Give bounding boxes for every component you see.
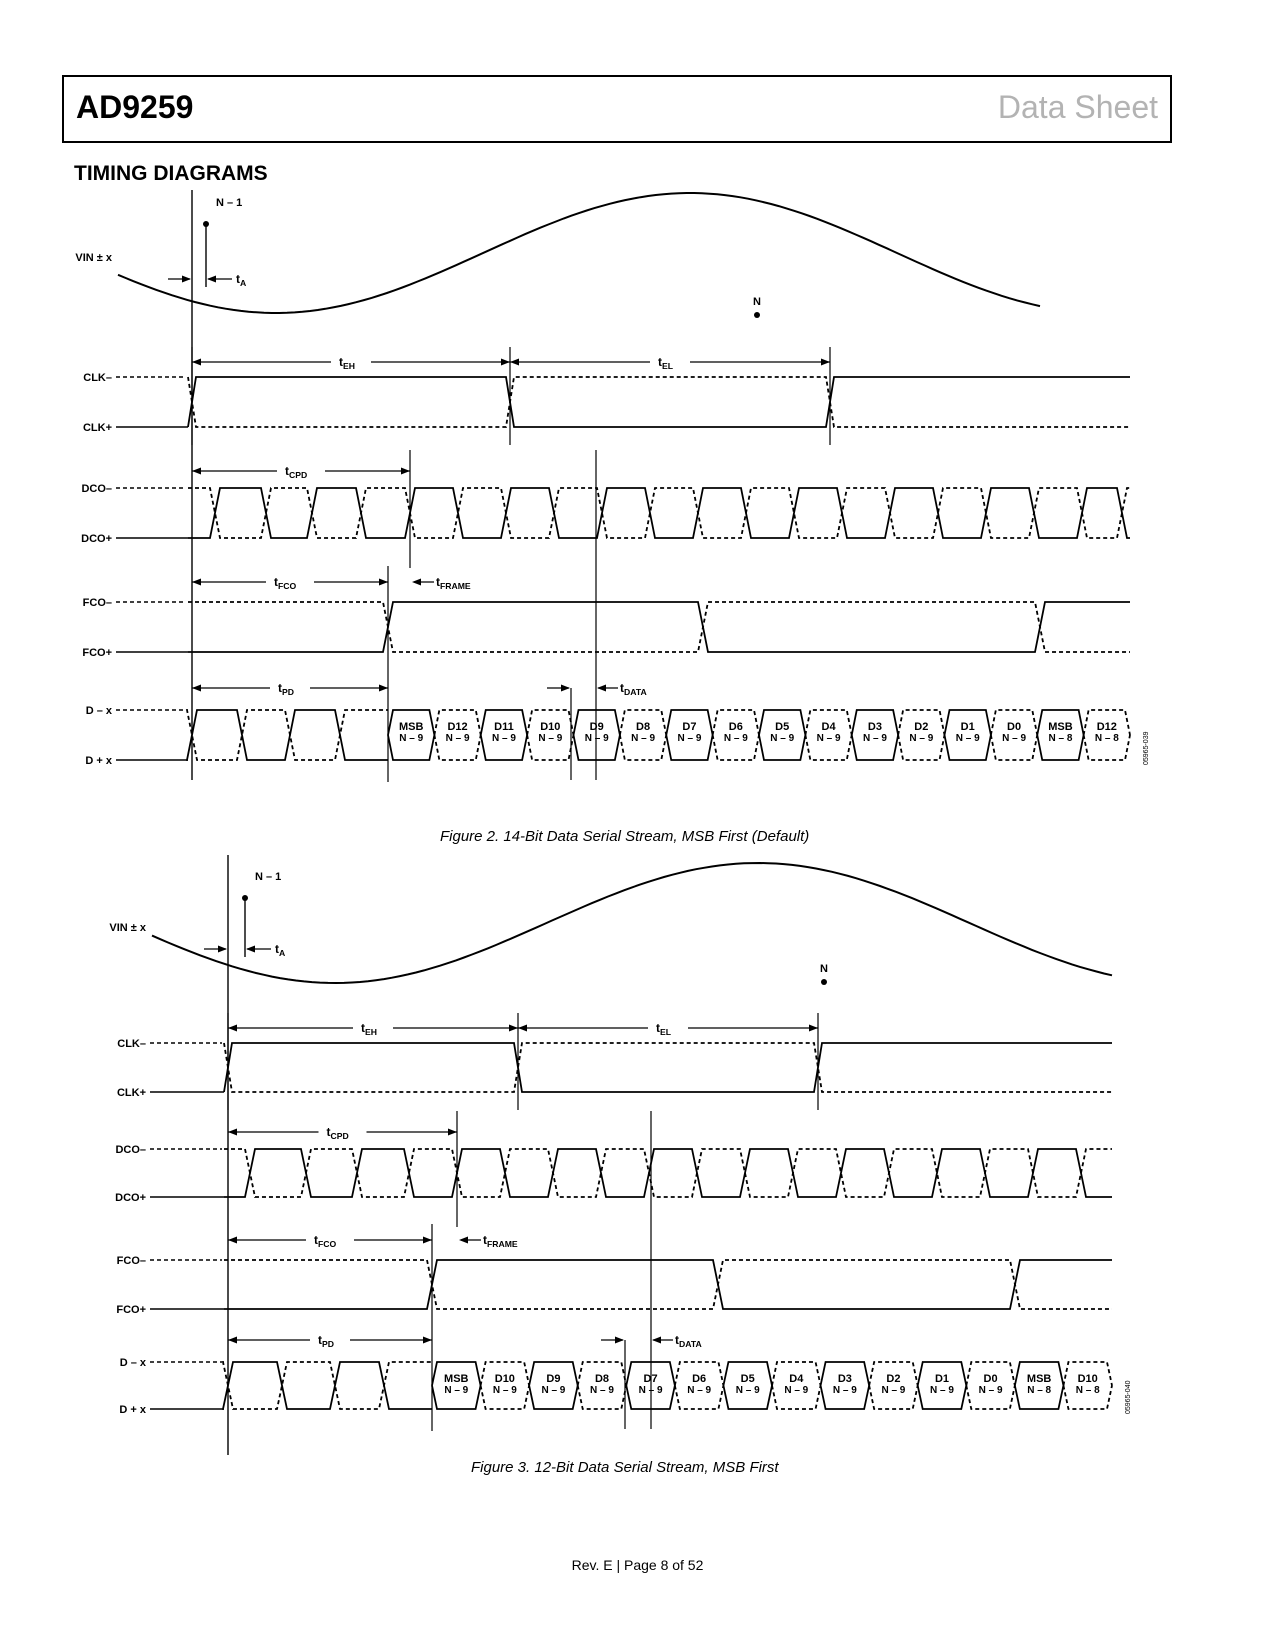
timing-diagram-figure-2	[0, 190, 1275, 825]
data-bit-label: D10	[540, 721, 561, 733]
arrow-head	[501, 359, 510, 366]
timing-label-tdata: $t_{DATA}$	[675, 1333, 702, 1349]
data-bit-sample: N – 9	[881, 1385, 906, 1396]
figure-3-caption: Figure 3. 12-Bit Data Serial Stream, MSB First	[471, 1459, 779, 1476]
signal-label: DCO–	[81, 483, 112, 495]
sample-label: N – 1	[216, 197, 243, 209]
sample-label: N	[820, 963, 828, 975]
signal-label: FCO–	[82, 597, 112, 609]
signal-label: FCO+	[82, 647, 112, 659]
data-bit-label: D1	[960, 721, 975, 733]
signal-label: D + x	[85, 755, 112, 767]
timing-label-teh: $t_{EH}$	[339, 355, 355, 371]
data-bit-label: D10	[494, 1373, 515, 1385]
figure-code: 05965-039	[1143, 731, 1150, 765]
arrow-head	[246, 946, 255, 953]
data-bit-sample: N – 9	[631, 733, 656, 744]
signal-label: D – x	[119, 1357, 146, 1369]
arrow-head	[218, 946, 227, 953]
data-bit-label: D1	[934, 1373, 950, 1385]
arrow-head	[509, 1025, 518, 1032]
data-bit-label: D5	[775, 721, 790, 733]
signal-label: DCO–	[115, 1144, 146, 1156]
data-bit-sample: N – 9	[590, 1385, 614, 1396]
data-bit-label: D7	[682, 721, 697, 733]
data-bit-label: D2	[914, 721, 929, 733]
data-bit-sample: N – 9	[491, 733, 516, 744]
signal-complement	[188, 377, 1130, 427]
data-bit-sample: N – 8	[1048, 733, 1073, 744]
arrow-head	[192, 579, 201, 586]
arrow-head	[228, 1237, 237, 1244]
arrow-head	[448, 1129, 457, 1136]
signal-label: FCO–	[116, 1255, 146, 1267]
data-bit-sample: N – 9	[541, 1385, 566, 1396]
data-bit-sample: N – 9	[444, 1385, 469, 1396]
data-bit-label: D6	[728, 721, 743, 733]
arrow-head	[228, 1129, 237, 1136]
data-bit-label: D3	[867, 721, 882, 733]
arrow-head	[510, 359, 519, 366]
figure-2-caption: Figure 2. 14-Bit Data Serial Stream, MSB First (Default)	[440, 828, 810, 845]
sample-point	[754, 312, 760, 318]
arrow-head	[459, 1237, 468, 1244]
data-bit-label: D9	[546, 1373, 561, 1385]
signal-label: CLK–	[83, 372, 112, 384]
data-bit-sample: N – 9	[978, 1385, 1003, 1396]
data-bit-sample: N – 9	[784, 1385, 809, 1396]
data-bit-sample: N – 9	[930, 1385, 954, 1396]
arrow-head	[652, 1337, 661, 1344]
timing-label-tcpd: $t_{CPD}$	[285, 464, 308, 480]
timing-label-tpd: $t_{PD}$	[318, 1333, 334, 1349]
arrow-head	[401, 468, 410, 475]
data-bit-label: MSB	[1048, 721, 1073, 733]
signal-complement	[224, 1260, 1112, 1309]
arrow-head	[182, 276, 191, 283]
arrow-head	[615, 1337, 624, 1344]
data-bit-sample: N – 8	[1094, 733, 1119, 744]
data-bit-sample: N – 9	[584, 733, 609, 744]
data-bit-sample: N – 9	[723, 733, 748, 744]
document-type: Data Sheet	[997, 89, 1158, 125]
timing-label-tfco: $t_{FCO}$	[314, 1233, 337, 1249]
data-bit-label: D4	[821, 721, 836, 733]
data-bit-label: D12	[447, 721, 468, 733]
arrow-head	[561, 685, 570, 692]
data-bit-label: D12	[1096, 721, 1117, 733]
data-bit-sample: N – 9	[399, 733, 424, 744]
signal-solid	[224, 1149, 1112, 1197]
timing-label-tpd: $t_{PD}$	[278, 681, 294, 697]
timing-label-ta: $t_A$	[236, 272, 247, 288]
data-bit-label: D11	[494, 721, 514, 733]
signal-solid	[188, 602, 1130, 652]
data-bit-sample: N – 9	[770, 733, 795, 744]
data-bit-sample: N – 9	[638, 1385, 663, 1396]
data-bit-sample: N – 8	[1075, 1385, 1100, 1396]
part-number: AD9259	[76, 89, 194, 125]
signal-label: DCO+	[81, 533, 112, 545]
signal-label: VIN ± x	[109, 922, 146, 934]
arrow-head	[821, 359, 830, 366]
vin-analog-waveform	[152, 863, 1112, 983]
page-header	[62, 75, 1172, 143]
signal-solid	[224, 1260, 1112, 1309]
timing-label-tel: $t_{EL}$	[658, 355, 674, 371]
data-bit-sample: N – 9	[909, 733, 934, 744]
data-bit-sample: N – 9	[955, 733, 980, 744]
signal-complement	[188, 602, 1130, 652]
signal-complement	[187, 710, 388, 760]
arrow-head	[597, 685, 606, 692]
data-bit-sample: N – 9	[735, 1385, 760, 1396]
arrow-head	[379, 685, 388, 692]
arrow-head	[518, 1025, 527, 1032]
timing-label-tel: $t_{EL}$	[656, 1021, 672, 1037]
data-bit-sample: N – 9	[832, 1385, 857, 1396]
arrow-head	[228, 1337, 237, 1344]
data-bit-label: D4	[789, 1373, 804, 1385]
page-footer: Rev. E | Page 8 of 52	[571, 1557, 704, 1573]
arrow-head	[423, 1237, 432, 1244]
data-bit-label: MSB	[444, 1373, 469, 1385]
data-bit-label: D6	[692, 1373, 707, 1385]
signal-complement	[224, 1043, 1112, 1092]
data-bit-label: D8	[594, 1373, 610, 1385]
signal-solid	[223, 1362, 432, 1409]
data-bit-label: D2	[886, 1373, 901, 1385]
timing-label-ta: $t_A$	[275, 942, 286, 958]
data-bit-sample: N – 9	[538, 733, 563, 744]
data-bit-sample: N – 9	[677, 733, 702, 744]
vin-analog-waveform	[118, 193, 1040, 313]
signal-label: CLK+	[82, 422, 112, 434]
timing-label-tframe: $t_{FRAME}$	[436, 575, 471, 591]
timing-label-tcpd: $t_{CPD}$	[326, 1125, 349, 1141]
signal-complement	[223, 1362, 432, 1409]
data-bit-label: MSB	[398, 721, 424, 733]
timing-label-tframe: $t_{FRAME}$	[483, 1233, 518, 1249]
data-bit-sample: N – 9	[445, 733, 470, 744]
timing-label-teh: $t_{EH}$	[361, 1021, 377, 1037]
arrow-head	[192, 468, 201, 475]
timing-diagram-figure-3	[0, 855, 1275, 1465]
data-bit-label: D0	[1007, 721, 1022, 733]
sample-label: N	[753, 296, 761, 308]
data-bit-sample: N – 9	[862, 733, 887, 744]
signal-label: VIN ± x	[75, 252, 112, 264]
sample-point	[821, 979, 827, 985]
timing-label-tdata: $t_{DATA}$	[620, 681, 647, 697]
section-title: TIMING DIAGRAMS	[74, 162, 268, 185]
data-bit-label: MSB	[1026, 1373, 1052, 1385]
signal-label: D + x	[119, 1404, 146, 1416]
arrow-head	[412, 579, 421, 586]
data-bit-sample: N – 8	[1027, 1385, 1052, 1396]
data-bit-label: D5	[740, 1373, 755, 1385]
signal-label: CLK–	[117, 1038, 146, 1050]
data-bit-label: D10	[1077, 1373, 1098, 1385]
data-bit-sample: N – 9	[492, 1385, 517, 1396]
data-bit-label: D7	[643, 1373, 658, 1385]
signal-solid	[188, 377, 1130, 427]
arrow-head	[192, 685, 201, 692]
data-bit-label: D9	[589, 721, 604, 733]
data-bit-sample: N – 9	[687, 1385, 712, 1396]
data-bit-sample: N – 9	[1002, 733, 1027, 744]
signal-solid	[187, 710, 388, 760]
arrow-head	[228, 1025, 237, 1032]
data-bit-label: D0	[983, 1373, 998, 1385]
signal-solid	[224, 1043, 1112, 1092]
signal-label: FCO+	[116, 1304, 146, 1316]
data-bit-sample: N – 9	[816, 733, 841, 744]
arrow-head	[809, 1025, 818, 1032]
arrow-head	[207, 276, 216, 283]
signal-label: DCO+	[115, 1192, 146, 1204]
signal-label: D – x	[85, 705, 112, 717]
data-bit-label: D3	[837, 1373, 852, 1385]
timing-label-tfco: $t_{FCO}$	[274, 575, 297, 591]
signal-label: CLK+	[116, 1087, 146, 1099]
figure-code: 05965-040	[1125, 1380, 1132, 1414]
arrow-head	[423, 1337, 432, 1344]
arrow-head	[379, 579, 388, 586]
arrow-head	[192, 359, 201, 366]
sample-label: N – 1	[255, 871, 282, 883]
data-bit-label: D8	[636, 721, 651, 733]
